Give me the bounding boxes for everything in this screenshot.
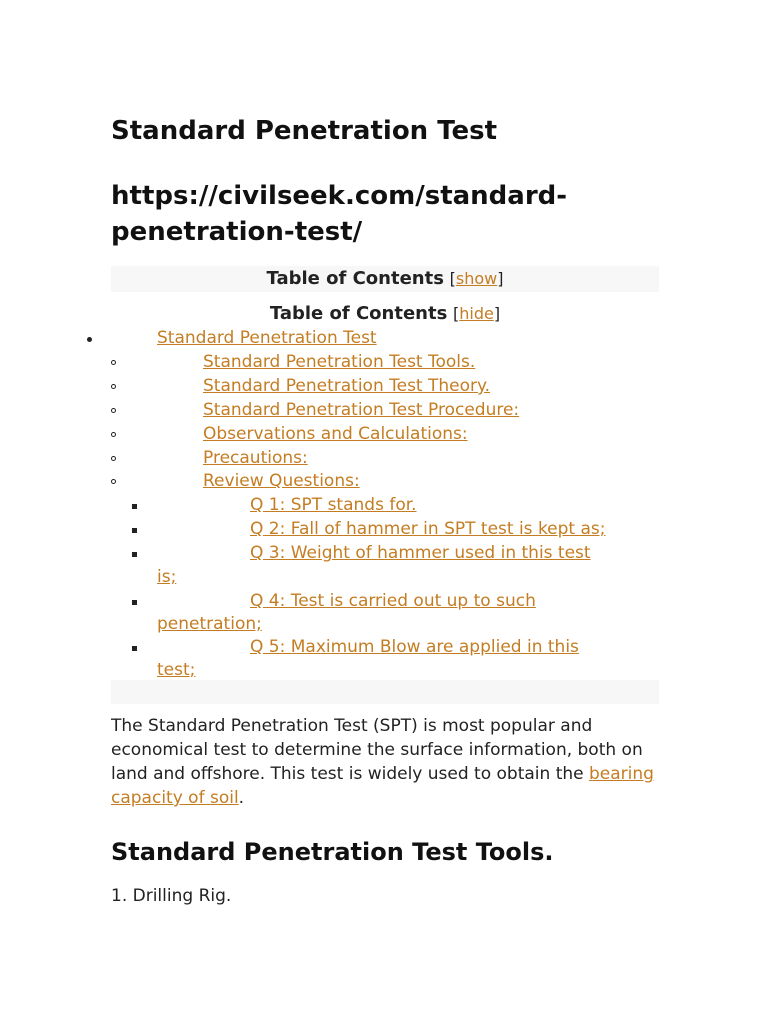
toc-link-q4[interactable]: Q 4: Test is carried out up to such [250,591,536,611]
toc-close-bracket: ] [497,269,504,288]
bullet-circle-icon [111,447,119,471]
bullet-circle-icon [111,423,119,447]
toc-heading-label: Table of Contents [269,303,448,324]
toc-item-level2 [203,469,360,493]
toc-link-standard-penetration-test[interactable]: Standard Penetration Test [157,328,377,348]
toc-item-level2 [203,446,308,470]
toc-link-tools[interactable]: Standard Penetration Test Tools. [203,352,476,372]
toc-item-level3 [250,541,591,565]
bullet-circle-icon [111,399,119,423]
toc-link-precautions[interactable]: Precautions: [203,448,308,468]
toc-show-link[interactable]: show [455,269,498,288]
toc-close-bracket: ] [493,304,501,323]
toc-link-q3-continued[interactable]: is; [157,567,177,587]
toc-item-level3 [250,493,417,517]
toc-link-q5[interactable]: Q 5: Maximum Blow are applied in this [250,637,579,657]
toc-link-q2[interactable]: Q 2: Fall of hammer in SPT test is kept as; [250,519,606,539]
intro-paragraph [111,714,659,810]
intro-text-end: . [238,788,245,808]
toc-item-level3 [250,635,579,659]
toc-item-level3-wrap [157,565,176,589]
toc-item-level2 [203,398,519,422]
bullet-circle-icon [111,470,119,494]
bearing-capacity-link[interactable]: bearing capacity of soil [111,764,654,808]
toc-open-bracket: [ [453,304,460,323]
bullet-circle-icon [111,375,119,399]
toc-link-theory[interactable]: Standard Penetration Test Theory. [203,376,491,396]
toc-item-level1 [157,326,377,350]
toc-expanded-heading [111,301,659,327]
toc-item-level3-wrap [157,658,195,682]
toc-heading-label: Table of Contents [266,268,444,289]
toc-link-review-questions[interactable]: Review Questions: [203,471,360,491]
toc-collapsed-heading [111,266,659,292]
intro-text: The Standard Penetration Test (SPT) is most popular and economical test to determine the surface information, both on land and offshore. This test is widely used to obtain the [111,716,643,784]
bullet-square-icon [132,590,140,614]
page-title: Standard Penetration Test [111,116,498,146]
bullet-disc-icon [87,327,95,351]
section-heading-tools: Standard Penetration Test Tools. [111,838,554,866]
toc-link-q4-continued[interactable]: penetration; [157,614,262,634]
toc-bottom-bar [111,680,659,704]
toc-link-observations[interactable]: Observations and Calculations: [203,424,468,444]
bullet-square-icon [132,518,140,542]
toc-item-level2 [203,374,490,398]
toc-link-procedure[interactable]: Standard Penetration Test Procedure: [203,400,520,420]
toc-hide-link[interactable]: hide [459,304,494,323]
bullet-square-icon [132,636,140,660]
bullet-circle-icon [111,351,119,375]
toc-item-level3 [250,517,606,541]
toc-link-q3[interactable]: Q 3: Weight of hammer used in this test [250,543,591,563]
toc-item-level2 [203,422,468,446]
bullet-square-icon [132,494,140,518]
url-heading: https://civilseek.com/standard-penetration-test/ [111,181,568,247]
toc-item-level3 [250,589,536,613]
toc-item-level3-wrap [157,612,262,636]
list-item-drilling-rig: 1. Drilling Rig. [111,886,232,906]
toc-link-q1[interactable]: Q 1: SPT stands for. [250,495,417,515]
toc-open-bracket: [ [449,269,456,288]
bullet-square-icon [132,542,140,566]
toc-item-level2 [203,350,475,374]
toc-link-q5-continued[interactable]: test; [157,660,196,680]
